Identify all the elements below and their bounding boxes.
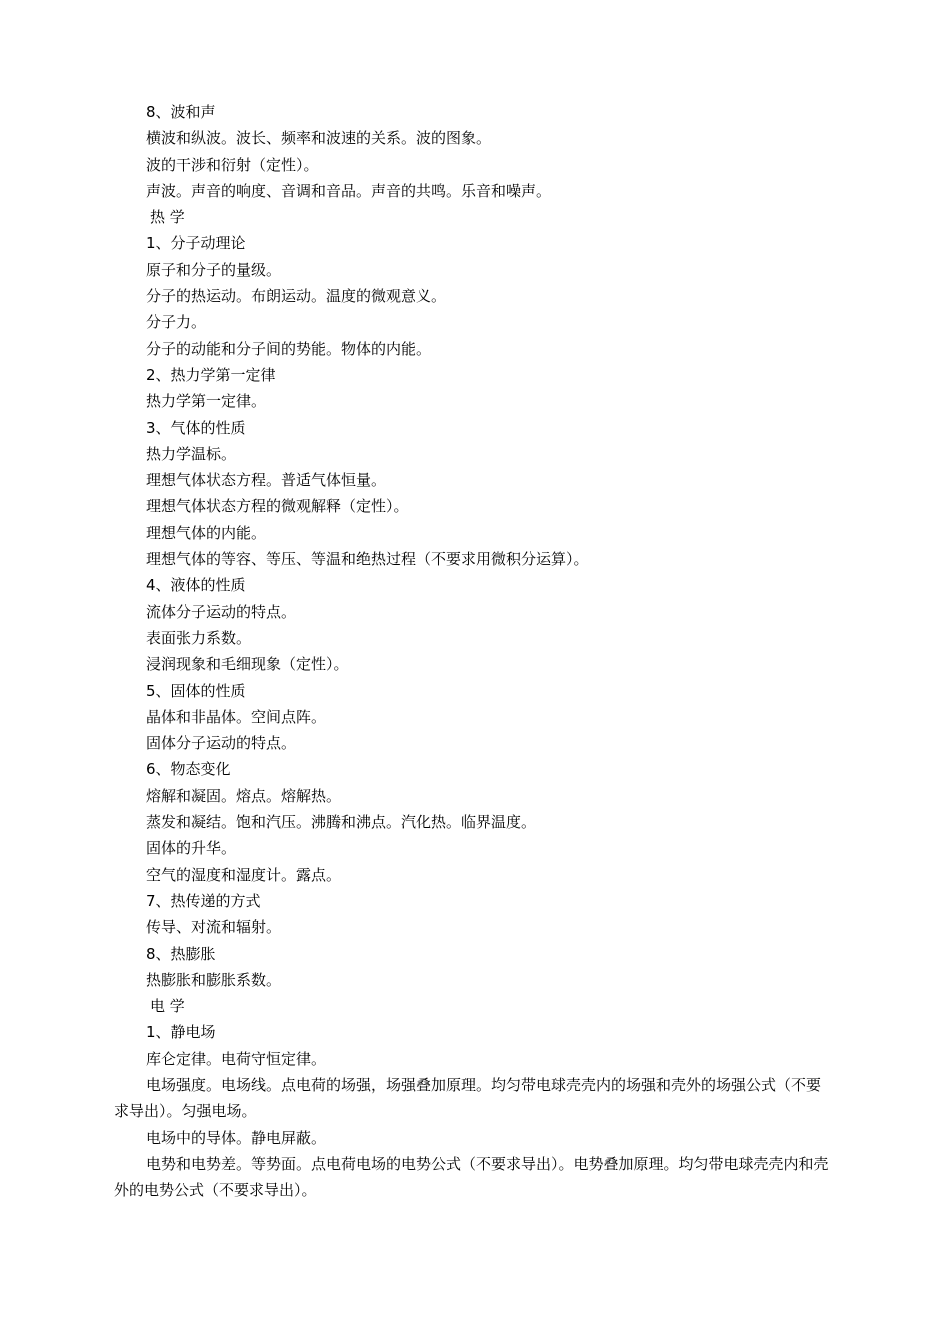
paragraph-field-strength: 电场强度。电场线。点电荷的场强，场强叠加原理。均匀带电球壳壳内的场强和壳外的场强公式（不要求导出）。匀强电场。 xyxy=(114,1075,822,1121)
text-line: 库仑定律。电荷守恒定律。 xyxy=(146,1049,327,1068)
subheading-electrostatic-field: 1、静电场 xyxy=(146,1023,216,1042)
text-line: 晶体和非晶体。空间点阵。 xyxy=(146,707,327,726)
document-body xyxy=(114,99,834,1203)
text-line: 原子和分子的量级。 xyxy=(146,260,282,279)
subheading-liquid-properties: 4、液体的性质 xyxy=(146,576,246,595)
text-line: 热力学温标。 xyxy=(146,444,237,463)
heading-waves-and-sound: 8、波和声 xyxy=(146,103,216,121)
text-line: 蒸发和凝结。饱和汽压。沸腾和沸点。汽化热。临界温度。 xyxy=(146,813,537,832)
text-line: 分子的热运动。布朗运动。温度的微观意义。 xyxy=(146,287,447,306)
paragraph-potential: 电势和电势差。等势面。点电荷电场的电势公式（不要求导出）。电势叠加原理。均匀带电球壳壳内和壳外的电势公式（不要求导出）。 xyxy=(114,1154,829,1200)
text-line: 理想气体状态方程的微观解释（定性）。 xyxy=(146,497,409,516)
text-line: 热膨胀和膨胀系数。 xyxy=(146,970,282,989)
text-line: 熔解和凝固。熔点。熔解热。 xyxy=(146,786,342,805)
subheading-thermal-expansion: 8、热膨胀 xyxy=(146,944,216,963)
text-line: 分子力。 xyxy=(146,313,207,332)
section-heading-electricity: 电 学 xyxy=(150,997,185,1016)
section-heading-thermodynamics: 热 学 xyxy=(150,208,185,227)
text-line: 分子的动能和分子间的势能。物体的内能。 xyxy=(146,339,432,358)
subheading-solid-properties: 5、固体的性质 xyxy=(146,681,246,700)
subheading-phase-change: 6、物态变化 xyxy=(146,760,231,779)
text-line: 传导、对流和辐射。 xyxy=(146,918,282,937)
text-line: 空气的湿度和湿度计。露点。 xyxy=(146,865,342,884)
text-line: 波的干涉和衍射（定性）。 xyxy=(146,155,319,174)
subheading-first-law: 2、热力学第一定律 xyxy=(146,365,276,384)
text-line: 浸润现象和毛细现象（定性）。 xyxy=(146,655,349,674)
text-line: 热力学第一定律。 xyxy=(146,392,267,411)
text-line: 固体分子运动的特点。 xyxy=(146,734,297,753)
text-line: 理想气体的等容、等压、等温和绝热过程（不要求用微积分运算）。 xyxy=(146,550,589,569)
subheading-gas-properties: 3、气体的性质 xyxy=(146,418,246,437)
text-line: 流体分子运动的特点。 xyxy=(146,602,297,621)
text-line: 横波和纵波。波长、频率和波速的关系。波的图象。 xyxy=(146,129,492,148)
paragraph-conductors: 电场中的导体。静电屏蔽。 xyxy=(146,1128,327,1147)
text-line: 理想气体状态方程。普适气体恒量。 xyxy=(146,471,387,490)
text-line: 表面张力系数。 xyxy=(146,628,252,647)
subheading-molecular-theory: 1、分子动理论 xyxy=(146,234,246,253)
subheading-heat-transfer: 7、热传递的方式 xyxy=(146,891,261,910)
text-line: 理想气体的内能。 xyxy=(146,523,267,542)
text-line: 声波。声音的响度、音调和音品。声音的共鸣。乐音和噪声。 xyxy=(146,181,552,200)
text-line: 固体的升华。 xyxy=(146,839,237,858)
